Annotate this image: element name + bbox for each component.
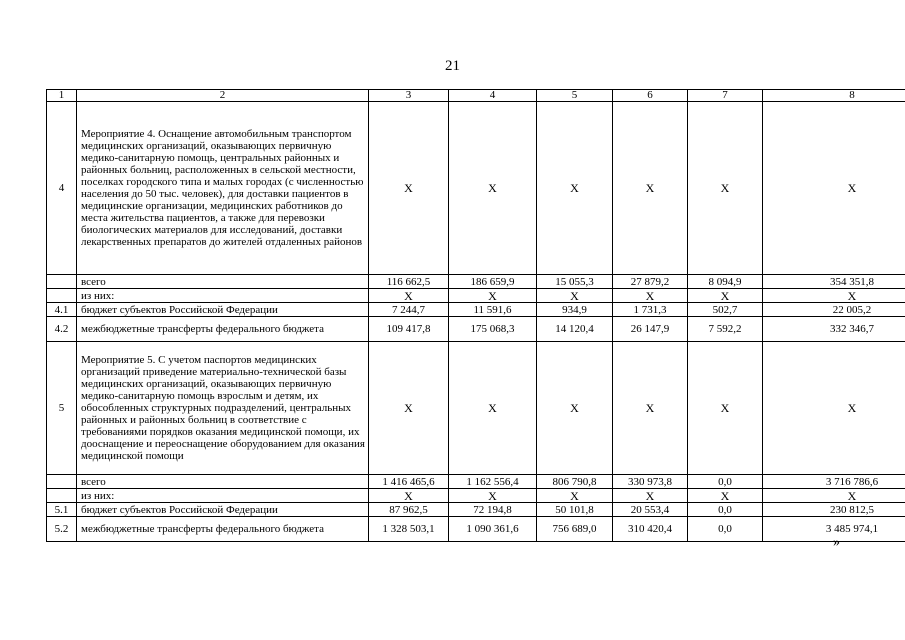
value-cell: 806 790,8: [537, 475, 613, 489]
value-cell: 14 120,4: [537, 317, 613, 342]
value-cell: 1 090 361,6: [449, 517, 537, 542]
value-cell: X: [537, 289, 613, 303]
value-cell: 0,0: [688, 517, 763, 542]
header-row: [47, 90, 905, 102]
row-description: всего: [77, 475, 369, 489]
table-body: [47, 90, 905, 542]
value-cell: 186 659,9: [449, 275, 537, 289]
row-description: из них:: [77, 289, 369, 303]
value-cell: X: [537, 342, 613, 475]
value-cell: X: [537, 489, 613, 503]
column-header: 5: [537, 90, 613, 102]
value-cell: X: [449, 289, 537, 303]
row-description: бюджет субъектов Российской Федерации: [77, 503, 369, 517]
column-header: 7: [688, 90, 763, 102]
value-cell: X: [613, 102, 688, 275]
column-header: 3: [369, 90, 449, 102]
value-cell: X: [763, 102, 905, 275]
value-cell: 109 417,8: [369, 317, 449, 342]
value-cell: 27 879,2: [613, 275, 688, 289]
table-row: [47, 275, 905, 289]
row-number: 4.1: [47, 303, 77, 317]
value-cell: 0,0: [688, 475, 763, 489]
row-description: Мероприятие 4. Оснащение автомобильным транспортом медицинских организаций, оказывающих первичную медико-санитарную помощь, центральных районных и районных больниц, расположенных в сельской местности, поселках городского типа и малых городах (с численностью населения до 50 тыс. человек), для доставки пациентов в медицинские организации, медицинских работников до места жительства пациентов, а также для перевозки биологических материалов для исследований, доставки лекарственных препаратов до жителей отдаленных районов: [77, 102, 369, 275]
value-cell: 1 162 556,4: [449, 475, 537, 489]
row-number: [47, 475, 77, 489]
value-cell: X: [449, 342, 537, 475]
value-cell: 1 731,3: [613, 303, 688, 317]
value-cell: 7 592,2: [688, 317, 763, 342]
value-cell: X: [763, 289, 905, 303]
table-row: [47, 475, 905, 489]
table-row: [47, 342, 905, 475]
value-cell: X: [688, 102, 763, 275]
row-number: 5.1: [47, 503, 77, 517]
row-number: 5.2: [47, 517, 77, 542]
value-cell: 354 351,8: [763, 275, 905, 289]
value-cell: 310 420,4: [613, 517, 688, 542]
value-cell: 72 194,8: [449, 503, 537, 517]
value-cell: 15 055,3: [537, 275, 613, 289]
value-cell: 87 962,5: [369, 503, 449, 517]
value-cell: 1 416 465,6: [369, 475, 449, 489]
value-cell: X: [369, 489, 449, 503]
value-cell: X: [613, 489, 688, 503]
column-header: 8: [763, 90, 905, 102]
value-cell: 50 101,8: [537, 503, 613, 517]
value-cell: X: [369, 342, 449, 475]
value-cell: X: [449, 489, 537, 503]
value-cell: 8 094,9: [688, 275, 763, 289]
value-cell: 3 485 974,1: [763, 517, 905, 542]
value-cell: 502,7: [688, 303, 763, 317]
value-cell: 330 973,8: [613, 475, 688, 489]
value-cell: 934,9: [537, 303, 613, 317]
value-cell: 7 244,7: [369, 303, 449, 317]
row-description: межбюджетные трансферты федерального бюджета: [77, 517, 369, 542]
row-number: 5: [47, 342, 77, 475]
value-cell: 20 553,4: [613, 503, 688, 517]
value-cell: X: [688, 289, 763, 303]
value-cell: 26 147,9: [613, 317, 688, 342]
table-row: [47, 503, 905, 517]
value-cell: 230 812,5: [763, 503, 905, 517]
value-cell: 0,0: [688, 503, 763, 517]
value-cell: X: [369, 102, 449, 275]
row-description: межбюджетные трансферты федерального бюджета: [77, 317, 369, 342]
value-cell: X: [763, 489, 905, 503]
value-cell: X: [449, 102, 537, 275]
value-cell: 3 716 786,6: [763, 475, 905, 489]
value-cell: 116 662,5: [369, 275, 449, 289]
column-header: 1: [47, 90, 77, 102]
value-cell: 175 068,3: [449, 317, 537, 342]
value-cell: X: [688, 489, 763, 503]
row-description: из них:: [77, 489, 369, 503]
value-cell: 332 346,7: [763, 317, 905, 342]
row-number: [47, 275, 77, 289]
column-header: 2: [77, 90, 369, 102]
value-cell: 1 328 503,1: [369, 517, 449, 542]
row-description: бюджет субъектов Российской Федерации: [77, 303, 369, 317]
row-number: [47, 489, 77, 503]
column-header: 4: [449, 90, 537, 102]
value-cell: X: [369, 289, 449, 303]
table-row: [47, 289, 905, 303]
value-cell: X: [613, 342, 688, 475]
row-number: [47, 289, 77, 303]
column-header: 6: [613, 90, 688, 102]
table-row: [47, 303, 905, 317]
table-row: [47, 489, 905, 503]
row-number: 4: [47, 102, 77, 275]
value-cell: 22 005,2: [763, 303, 905, 317]
value-cell: X: [613, 289, 688, 303]
value-cell: X: [537, 102, 613, 275]
table-row: [47, 102, 905, 275]
value-cell: 756 689,0: [537, 517, 613, 542]
row-number: 4.2: [47, 317, 77, 342]
budget-table: [46, 89, 905, 542]
closing-quote-mark: »: [833, 535, 840, 550]
page-number: 21: [445, 58, 460, 74]
value-cell: X: [688, 342, 763, 475]
table-row: [47, 317, 905, 342]
row-description: всего: [77, 275, 369, 289]
value-cell: X: [763, 342, 905, 475]
table-row: [47, 517, 905, 542]
row-description: Мероприятие 5. С учетом паспортов медицинских организаций приведение материально-технической базы медицинских организаций, оказывающих первичную медико-санитарную помощь взрослым и детям, их обособленных структурных подразделений, центральных районных и районных больниц в соответствие с требованиями порядков оказания медицинской помощи, их дооснащение и переоснащение оборудованием для оказания медицинской помощи: [77, 342, 369, 475]
value-cell: 11 591,6: [449, 303, 537, 317]
